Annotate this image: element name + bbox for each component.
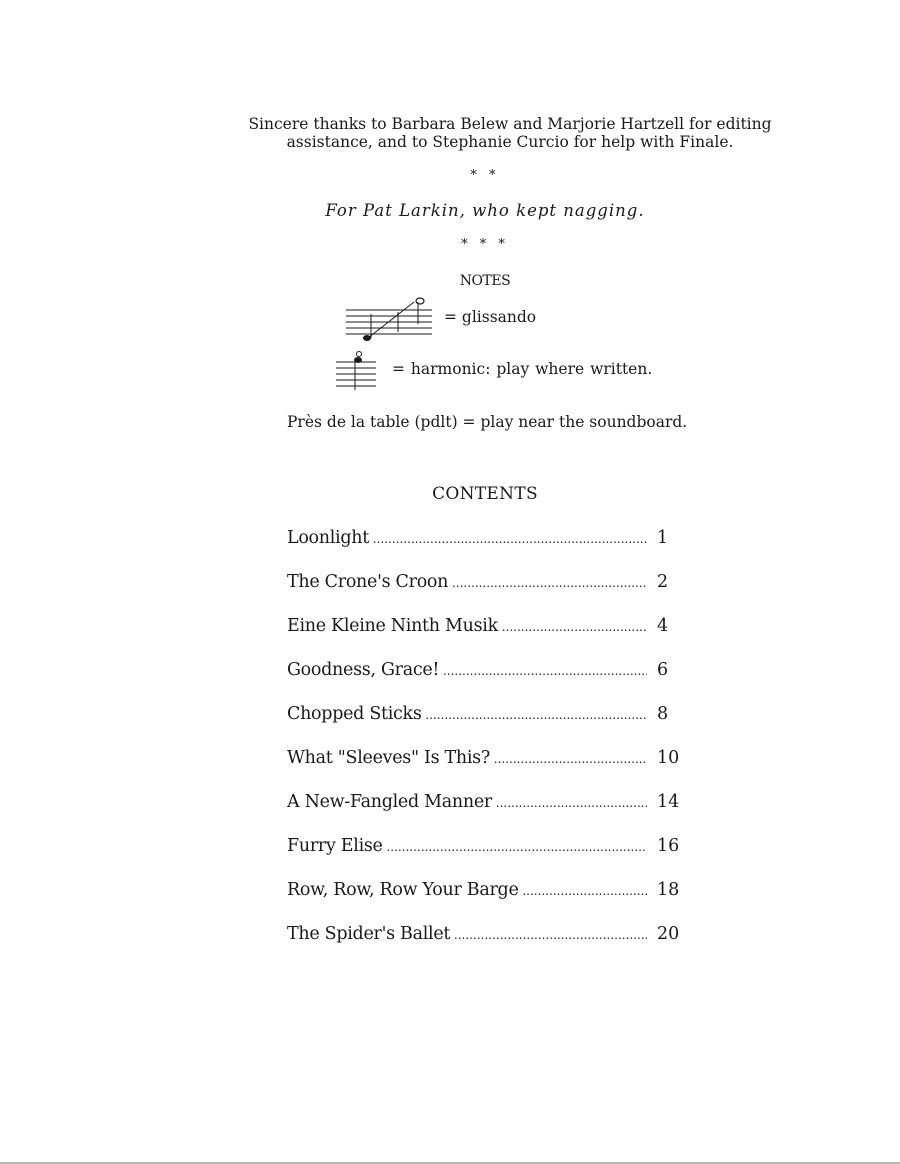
glissando-definition: = glissando: [444, 308, 537, 326]
toc-entry-title: A New-Fangled Manner .....: [287, 792, 647, 812]
toc-entry-title: Eine Kleine Ninth Musik .....: [287, 616, 647, 636]
toc-entry[interactable]: [287, 616, 707, 660]
toc-entry-title: Furry Elise .....: [287, 836, 647, 856]
acknowledgements-line-1: Sincere thanks to Barbara Belew and Marjorie Hartzell for editing: [248, 115, 772, 133]
toc-entry-page: 6: [657, 660, 669, 680]
separator-stars: * * *: [461, 237, 509, 252]
toc-entry-page: 18: [657, 880, 680, 900]
toc-entry-page: 1: [657, 528, 669, 548]
toc-entry-title: Chopped Sticks .....: [287, 704, 647, 724]
harmonic-definition: = harmonic: play where written.: [392, 360, 653, 378]
toc-entry[interactable]: [287, 528, 707, 572]
toc-entry[interactable]: [287, 748, 707, 792]
toc-entry-title: The Spider's Ballet .....: [287, 924, 647, 944]
toc-entry-title: Goodness, Grace! .....: [287, 660, 647, 680]
table-of-contents: [287, 528, 707, 968]
toc-entry-page: 2: [657, 572, 669, 592]
pdlt-definition: Près de la table (pdlt) = play near the soundboard.: [287, 413, 688, 431]
dedication: For Pat Larkin, who kept nagging.: [325, 201, 645, 220]
toc-entry-title: Loonlight .....: [287, 528, 647, 548]
toc-entry-page: 10: [657, 748, 680, 768]
toc-entry-page: 4: [657, 616, 669, 636]
acknowledgements: [230, 115, 790, 151]
toc-entry-page: 8: [657, 704, 669, 724]
toc-entry-page: 14: [657, 792, 680, 812]
toc-entry[interactable]: [287, 880, 707, 924]
harmonic-notation-icon: [336, 350, 378, 394]
glissando-notation-icon: [346, 296, 436, 344]
toc-entry-title: Row, Row, Row Your Barge .....: [287, 880, 647, 900]
separator-stars: * *: [470, 168, 500, 183]
toc-entry[interactable]: [287, 792, 707, 836]
toc-entry[interactable]: [287, 924, 707, 968]
toc-entry[interactable]: [287, 660, 707, 704]
toc-entry-title: What "Sleeves" Is This? .....: [287, 748, 647, 768]
notes-heading: NOTES: [459, 273, 511, 289]
toc-entry[interactable]: [287, 836, 707, 880]
contents-heading: CONTENTS: [432, 484, 538, 504]
toc-entry-page: 20: [657, 924, 680, 944]
toc-entry-page: 16: [657, 836, 680, 856]
acknowledgements-line-2: assistance, and to Stephanie Curcio for help with Finale.: [286, 133, 734, 151]
toc-entry[interactable]: [287, 704, 707, 748]
toc-entry-title: The Crone's Croon .....: [287, 572, 647, 592]
toc-entry[interactable]: [287, 572, 707, 616]
